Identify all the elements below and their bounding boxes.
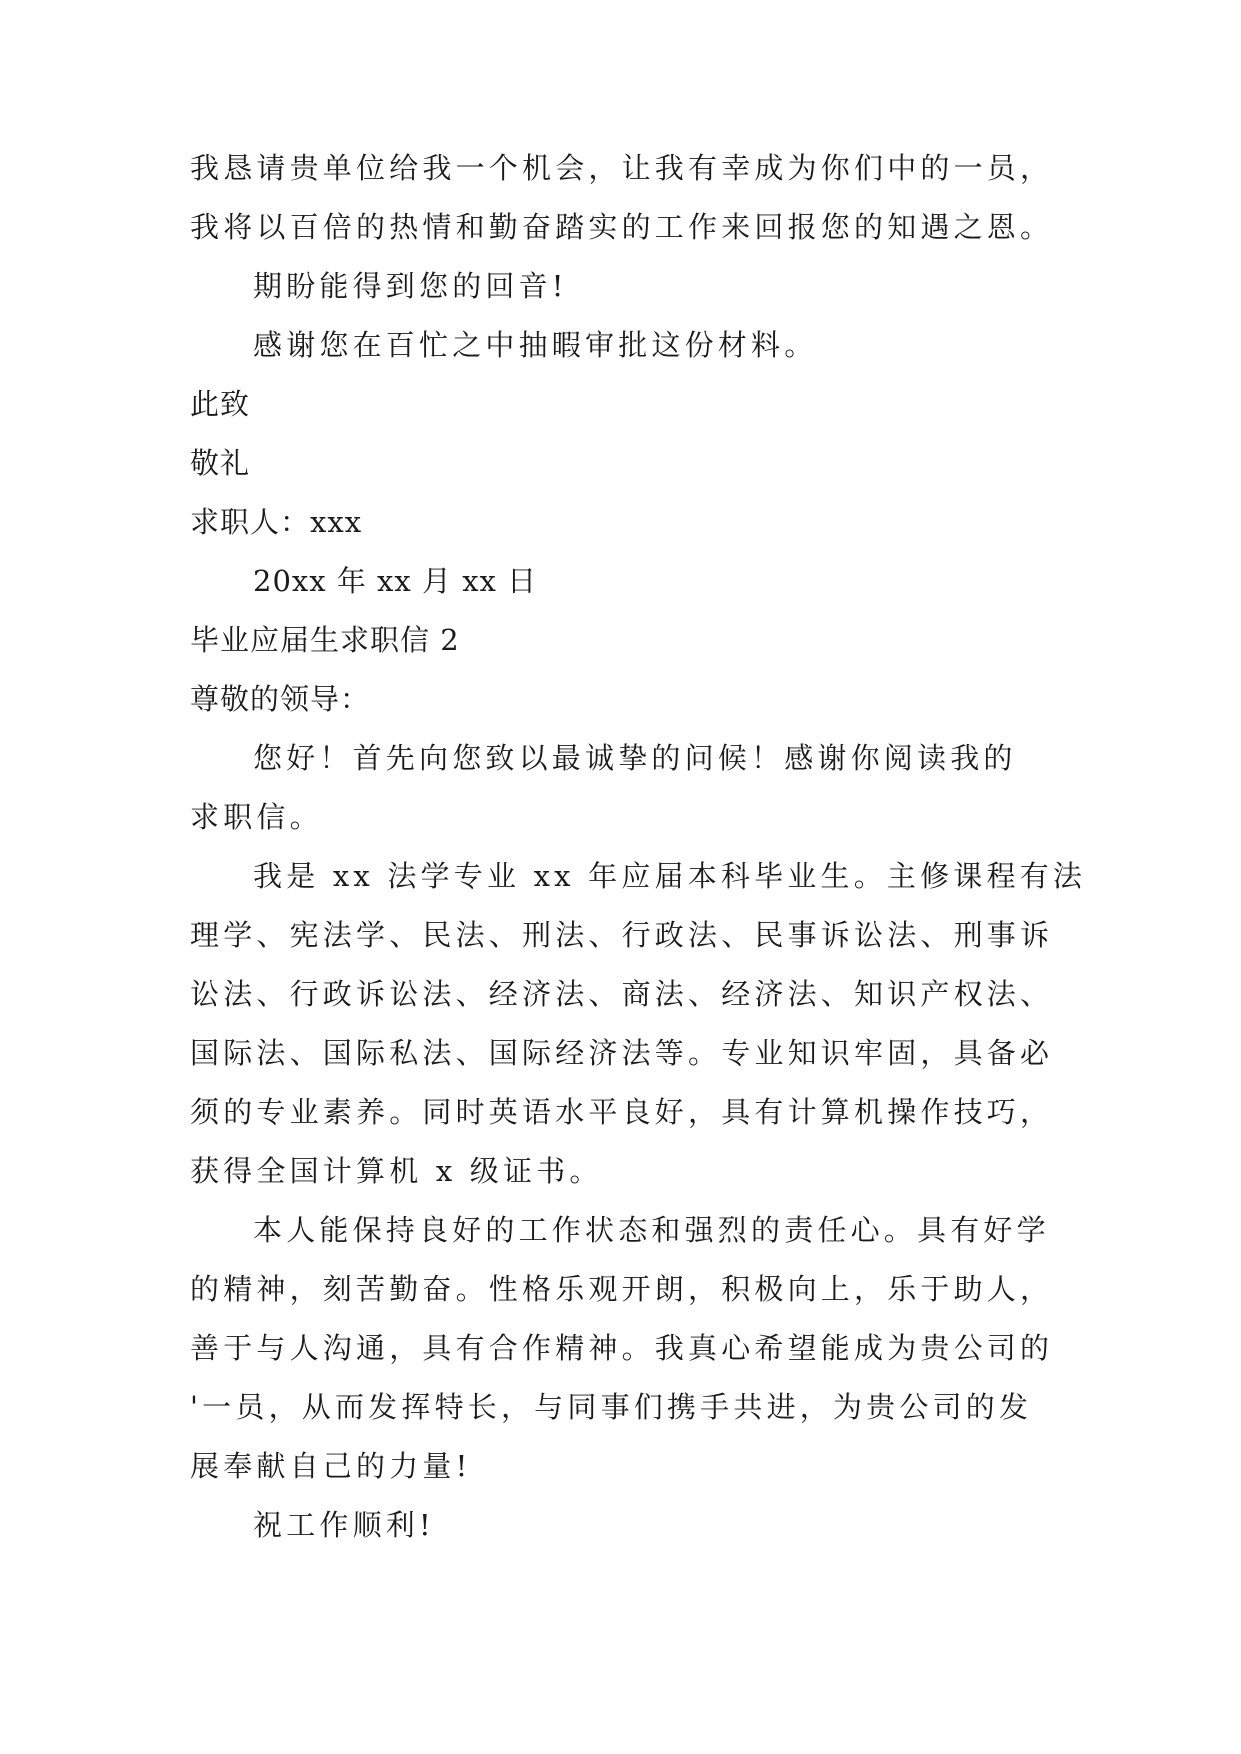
letter-date: 20xx 年 xx 月 xx 日 [253,564,538,598]
closing-wish: 祝工作顺利! [253,1508,435,1542]
paragraph-line: 求职信。 [190,800,323,834]
paragraph-line: 讼法、行政诉讼法、经济法、商法、经济法、知识产权法、 [190,977,1054,1011]
paragraph-line: 须的专业素养。同时英语水平良好，具有计算机操作技巧， [190,1095,1054,1129]
paragraph-line: 展奉献自己的力量! [190,1449,472,1483]
paragraph-line: 感谢您在百忙之中抽暇审批这份材料。 [253,328,818,362]
paragraph-line: '一员，从而发挥特长，与同事们携手共进，为贵公司的发 [190,1390,1033,1424]
letter-greeting: 尊敬的领导： [190,682,371,716]
paragraph-line: 您好！首先向您致以最诚挚的问候！感谢你阅读我的 [253,741,1017,775]
closing-regards: 敬礼 [190,446,251,480]
paragraph-line: 期盼能得到您的回音! [253,269,568,303]
paragraph-line: 理学、宪法学、民法、刑法、行政法、民事诉讼法、刑事诉 [190,918,1054,952]
paragraph-line: 我将以百倍的热情和勤奋踏实的工作来回报您的知遇之恩。 [190,210,1054,244]
paragraph-line: 的精神，刻苦勤奋。性格乐观开朗，积极向上，乐于助人， [190,1272,1054,1306]
closing-salutation: 此致 [190,387,251,421]
paragraph-line: 善于与人沟通，具有合作精神。我真心希望能成为贵公司的 [190,1331,1054,1365]
applicant-signature: 求职人：xxx [190,505,363,539]
paragraph-line: 我恳请贵单位给我一个机会，让我有幸成为你们中的一员， [190,151,1054,185]
paragraph-line: 本人能保持良好的工作状态和强烈的责任心。具有好学 [253,1213,1050,1247]
paragraph-line: 获得全国计算机 x 级证书。 [190,1154,603,1188]
paragraph-line: 国际法、国际私法、国际经济法等。专业知识牢固，具备必 [190,1036,1054,1070]
letter-title: 毕业应届生求职信 2 [190,623,460,657]
paragraph-line: 我是 xx 法学专业 xx 年应届本科毕业生。主修课程有法 [253,859,1087,893]
